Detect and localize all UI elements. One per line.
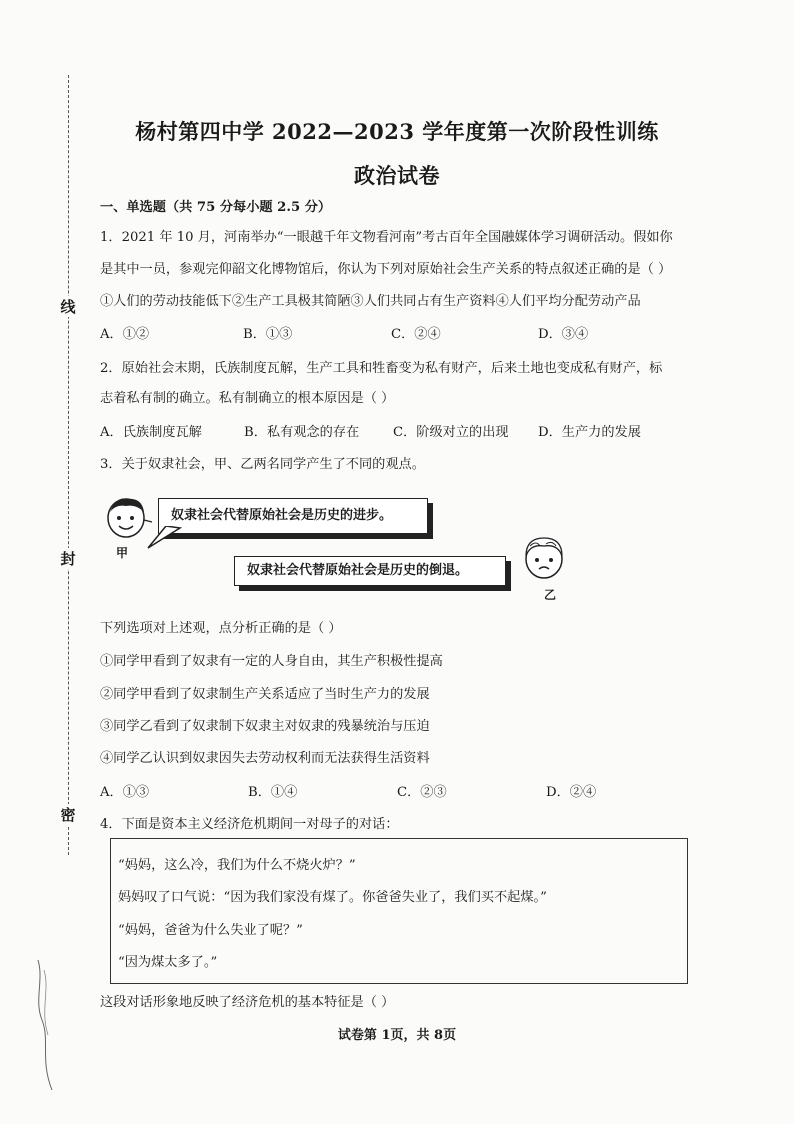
q4-question: 这段对话形象地反映了经济危机的基本特征是（ ）: [100, 995, 395, 1010]
q2-line2: 志着私有制的确立。私有制确立的根本原因是（ ）: [100, 391, 395, 406]
q1-line3: ①人们的劳动技能低下②生产工具极其简陋③人们共同占有生产资料④人们平均分配劳动产品: [100, 294, 641, 309]
q3-option-b[interactable]: B．①④: [248, 785, 298, 800]
q3-option-c[interactable]: C．②③: [397, 785, 447, 800]
section-heading: 一、单选题（共 75 分每小题 2.5 分）: [100, 200, 332, 215]
page-footer: 试卷第 1页，共 8页: [337, 1028, 457, 1043]
q1-option-b[interactable]: B．①③: [243, 327, 293, 342]
q4-line1: 4．下面是资本主义经济危机期间一对母子的对话：: [100, 817, 399, 832]
exam-title: 杨村第四中学 2022—2023 学年度第一次阶段性训练: [135, 119, 659, 144]
q3-option-d[interactable]: D．②④: [546, 785, 597, 800]
q2-line1: 2．原始社会末期，氏族制度瓦解，生产工具和牲畜变为私有财产，后来土地也变成私有财产，标: [100, 361, 663, 376]
q3-option-a[interactable]: A．①③: [100, 785, 150, 800]
q1-line1: 1．2021 年 10 月，河南举办“一眼越千年文物看河南”考古百年全国融媒体学习调研活动。假如你: [100, 230, 673, 245]
dialog-line-2: 妈妈叹了口气说：“因为我们家没有煤了。你爸爸失业了，我们买不起煤。”: [118, 890, 547, 905]
exam-subtitle: 政治试卷: [354, 163, 440, 188]
q2-option-c[interactable]: C．阶级对立的出现: [393, 425, 509, 440]
student-jia-label: 甲: [116, 546, 129, 560]
q3-prompt: 下列选项对上述观，点分析正确的是（ ）: [100, 621, 342, 636]
dialog-line-4: “因为煤太多了。”: [118, 955, 218, 970]
speech-bubble-jia: 奴隶社会代替原始社会是历史的进步。: [158, 498, 428, 534]
binding-char-seal: 封: [54, 548, 82, 569]
speech-bubble-yi: 奴隶社会代替原始社会是历史的倒退。: [234, 556, 506, 586]
q3-line1: 3．关于奴隶社会，甲、乙两名同学产生了不同的观点。: [100, 457, 425, 472]
dialog-line-1: “妈妈，这么冷，我们为什么不烧火炉？”: [118, 858, 356, 873]
q3-statement-4: ④同学乙认识到奴隶因失去劳动权利而无法获得生活资料: [100, 751, 430, 766]
binding-char-line: 线: [54, 296, 82, 317]
speech-jia-tail-icon: [146, 526, 186, 550]
dialog-line-3: “妈妈，爸爸为什么失业了呢？”: [118, 923, 303, 938]
q1-option-d[interactable]: D．③④: [538, 327, 589, 342]
q2-option-a[interactable]: A．氏族制度瓦解: [100, 425, 202, 440]
q3-statement-3: ③同学乙看到了奴隶制下奴隶主对奴隶的残暴统治与压迫: [100, 719, 430, 734]
student-yi-label: 乙: [544, 588, 557, 602]
q1-line2: 是其中一员，参观完仰韶文化博物馆后，你认为下列对原始社会生产关系的特点叙述正确的是（ ）: [100, 262, 672, 277]
binding-dashed-line: [68, 75, 69, 855]
q2-option-b[interactable]: B．私有观念的存在: [244, 425, 360, 440]
binding-char-secret: 密: [54, 804, 82, 825]
q1-option-a[interactable]: A．①②: [100, 327, 150, 342]
q1-option-c[interactable]: C．②④: [391, 327, 441, 342]
q3-statement-1: ①同学甲看到了奴隶有一定的人身自由，其生产积极性提高: [100, 654, 443, 669]
q3-statement-2: ②同学甲看到了奴隶制生产关系适应了当时生产力的发展: [100, 687, 430, 702]
student-yi-face-icon: [518, 532, 570, 584]
q2-option-d[interactable]: D．生产力的发展: [538, 425, 641, 440]
